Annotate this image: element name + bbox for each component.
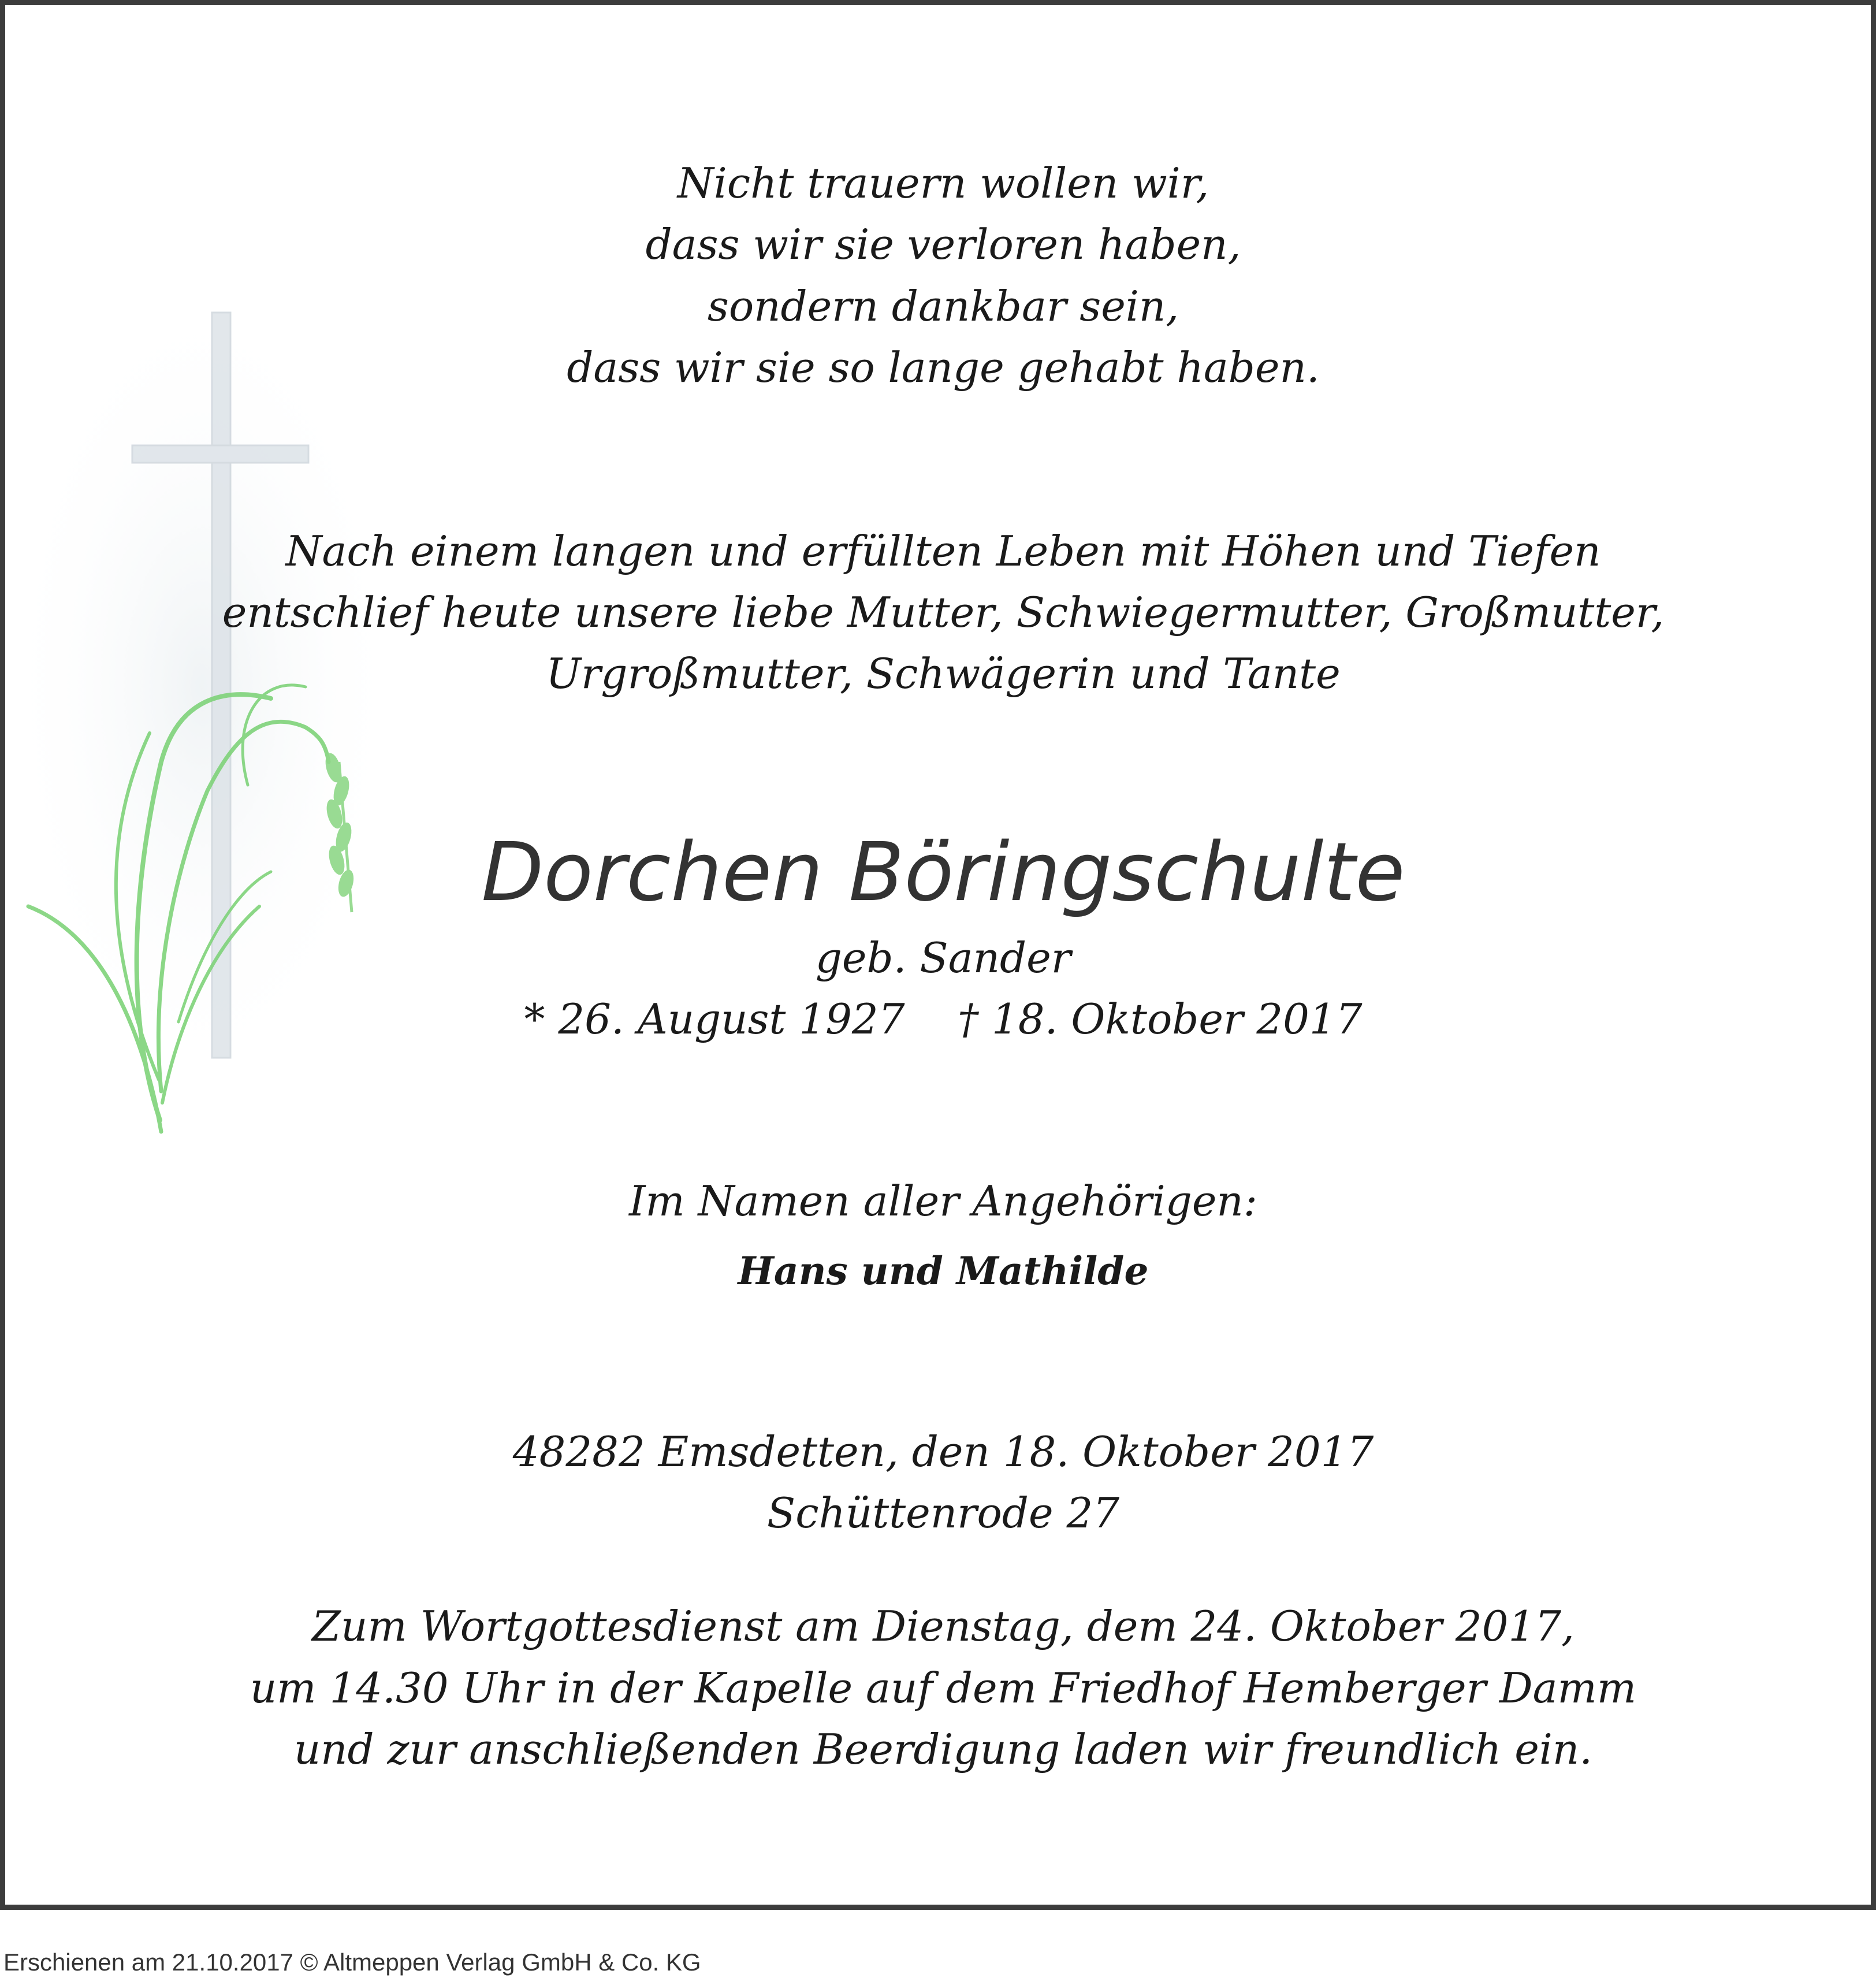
poem-line-4: dass wir sie so lange gehabt haben. [567, 343, 1320, 392]
service-line-1: Zum Wortgottesdienst am Dienstag, dem 24. Oktober 2017, [312, 1602, 1574, 1650]
life-dates: * 26. August 1927 † 18. Oktober 2017 [524, 995, 1363, 1043]
poem-line-3: sondern dankbar sein, [707, 282, 1179, 330]
poem-line-2: dass wir sie verloren haben, [645, 220, 1241, 269]
publication-footer: Erschienen am 21.10.2017 © Altmeppen Verlag GmbH & Co. KG [3, 1949, 701, 1976]
deceased-name: Dorchen Böringschulte [481, 826, 1405, 920]
birth-name: geb. Sander [815, 934, 1071, 982]
place-date: 48282 Emsdetten, den 18. Oktober 2017 [512, 1427, 1374, 1476]
poem-line-1: Nicht trauern wollen wir, [677, 159, 1209, 207]
service-line-3: und zur anschließenden Beerdigung laden wir freundlich ein. [293, 1725, 1593, 1773]
intro-line-1: Nach einem langen und erfüllten Leben mit Höhen und Tiefen [285, 527, 1601, 575]
intro-line-3: Urgroßmutter, Schwägerin und Tante [546, 649, 1341, 698]
service-line-2: um 14.30 Uhr in der Kapelle auf dem Friedhof Hemberger Damm [250, 1664, 1637, 1712]
street-address: Schüttenrode 27 [766, 1489, 1120, 1537]
mourners-names: Hans und Mathilde [738, 1248, 1149, 1293]
intro-line-2: entschlief heute unsere liebe Mutter, Schwiegermutter, Großmutter, [222, 588, 1665, 637]
mourners-intro: Im Namen aller Angehörigen: [628, 1177, 1258, 1225]
